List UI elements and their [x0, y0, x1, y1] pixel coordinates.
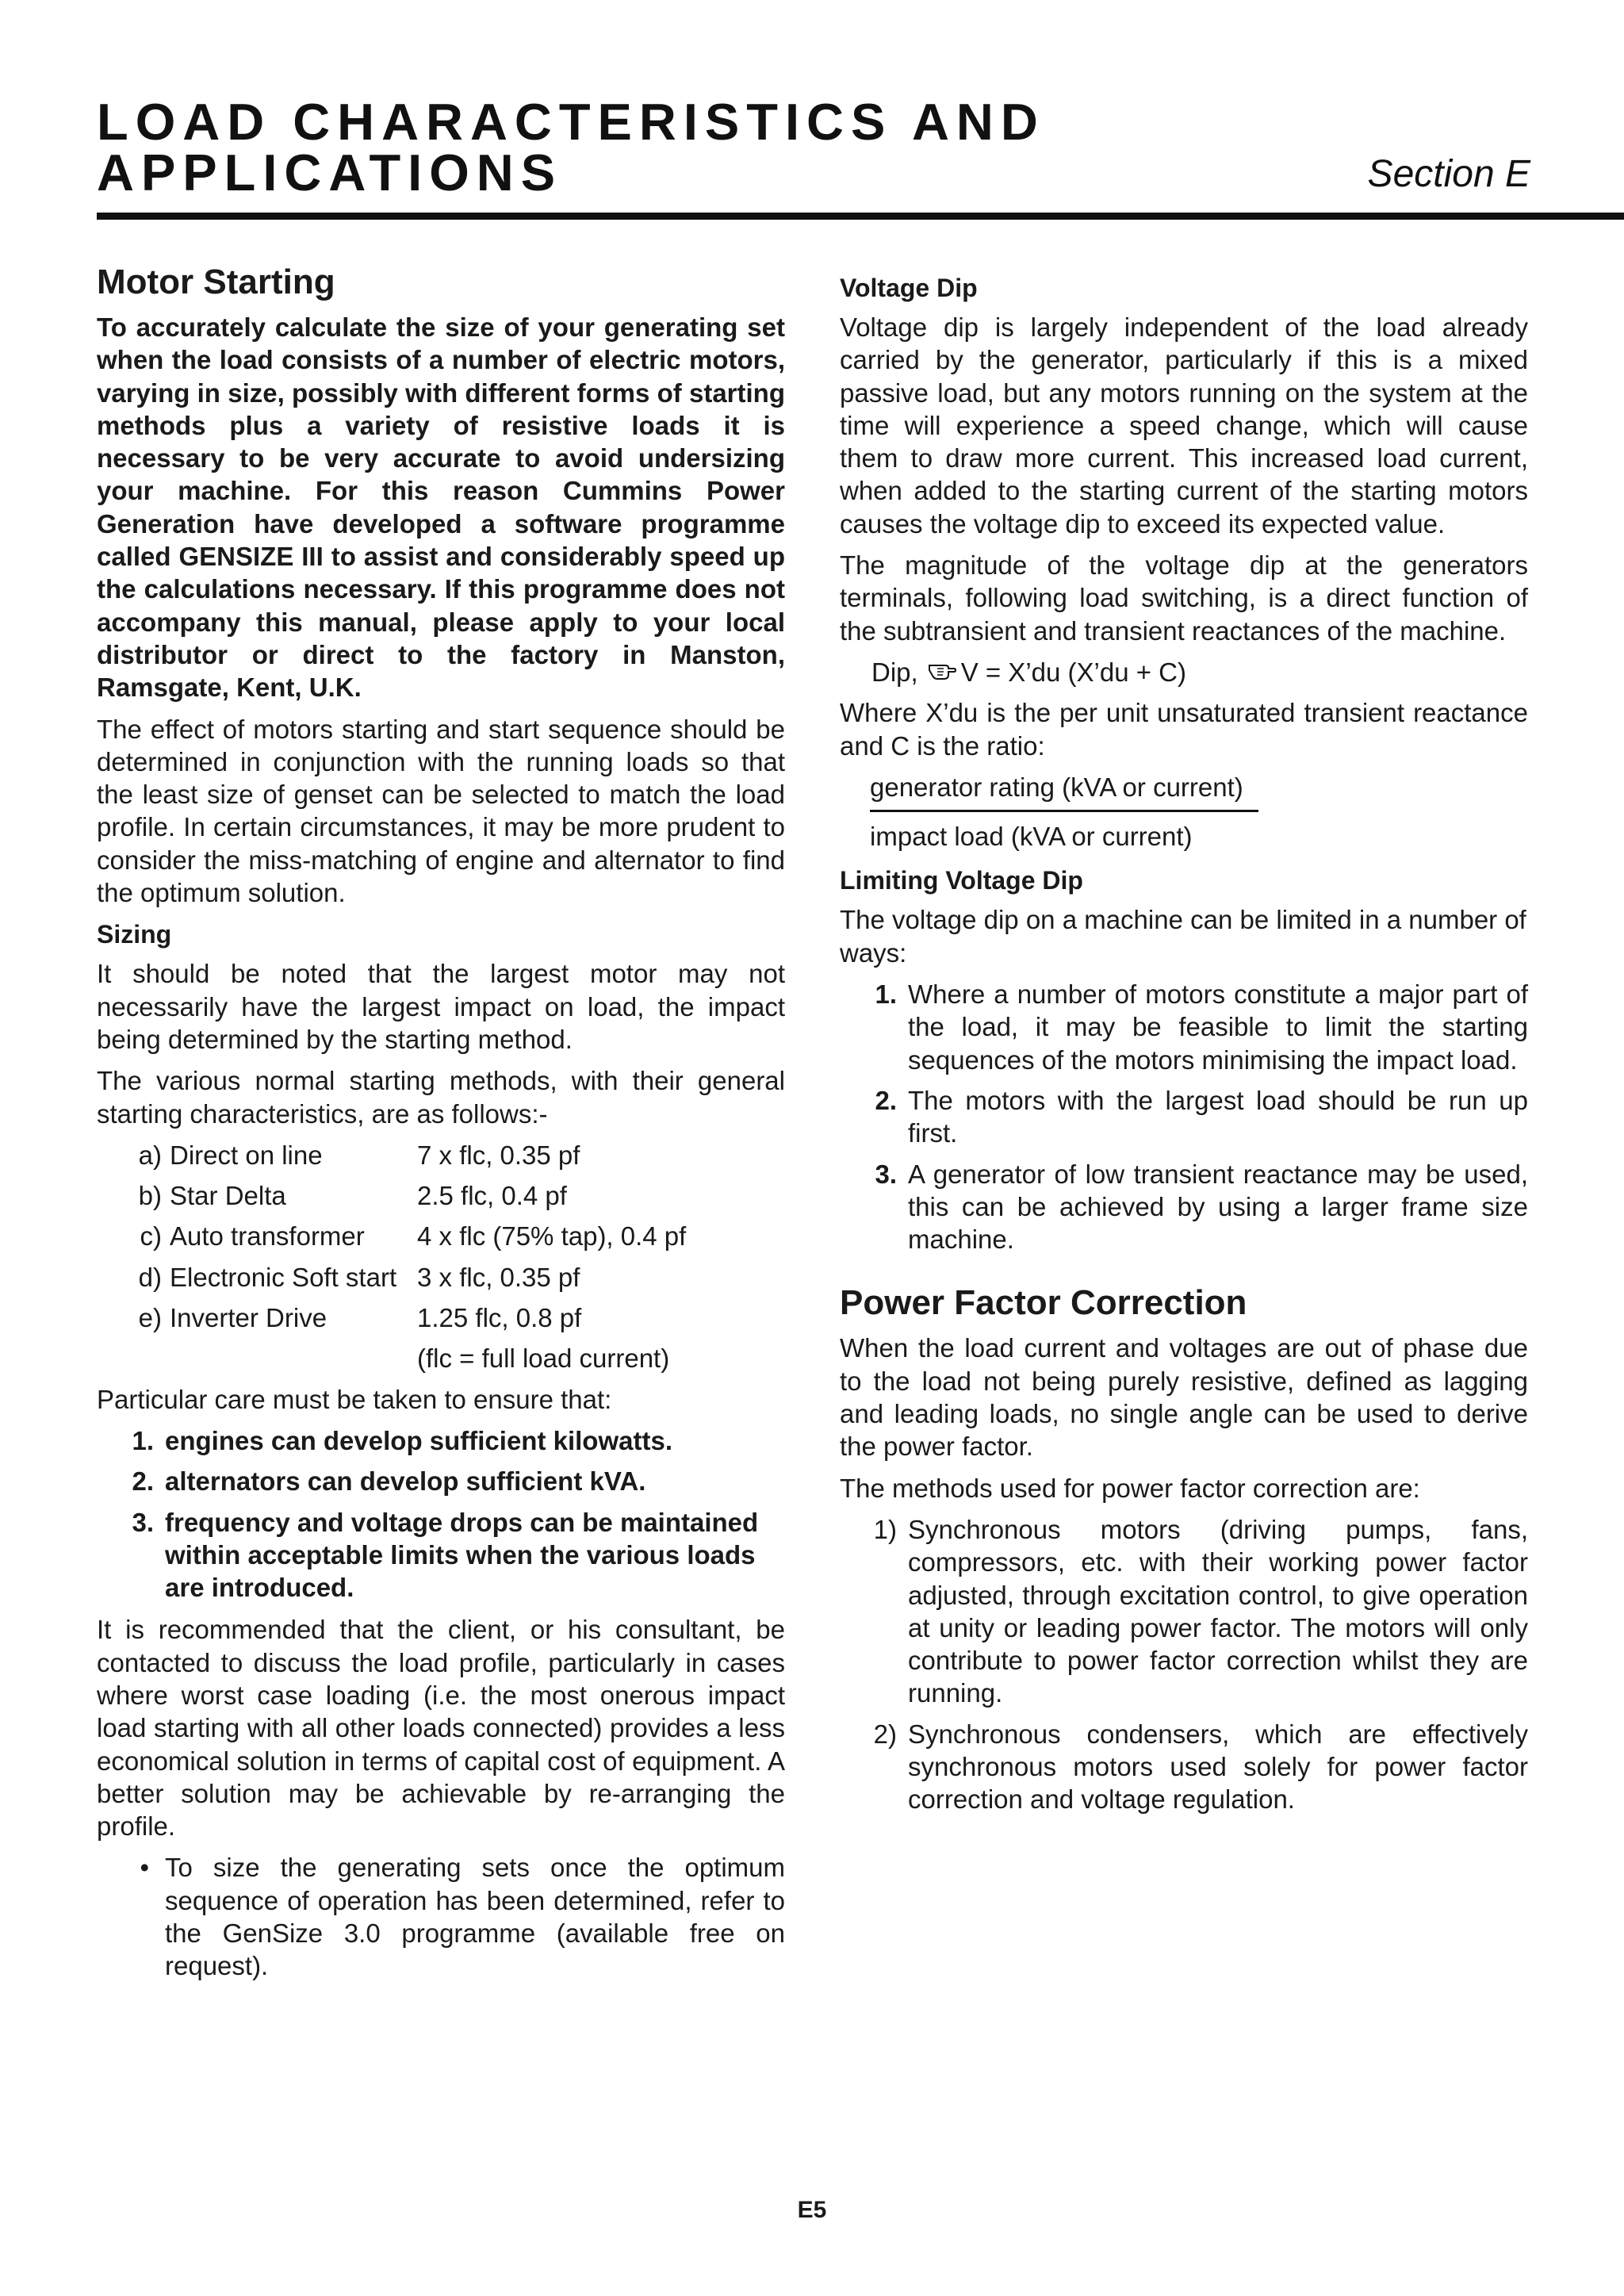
title-line-2: APPLICATIONS: [97, 144, 563, 201]
list-item: 2) Synchronous condensers, which are effectively synchronous motors used solely for power factor correction and voltage regulation.: [873, 1719, 1528, 1815]
method-value: 4 x flc (75% tap), 0.4 pf: [417, 1221, 687, 1251]
limiting-list: [840, 978, 1528, 1255]
method-label: d): [138, 1262, 162, 1292]
bullet-icon: •: [140, 1853, 149, 1883]
method-name: Electronic Soft start: [170, 1262, 397, 1292]
voltage-dip-heading: Voltage Dip: [840, 274, 978, 302]
power-factor-list: [840, 1513, 1528, 1816]
bullet-list: [97, 1851, 785, 1982]
list-item: 3. frequency and voltage drops can be maintained within acceptable limits when the various loads are introduced.: [132, 1507, 759, 1603]
list-item: • To size the generating sets once the optimum sequence of operation has been determined, refer to the GenSize 3.0 programme (available free on request).: [97, 1851, 785, 1982]
title-line-1: LOAD CHARACTERISTICS AND: [97, 93, 1045, 151]
care-list: [97, 1424, 785, 1604]
starting-methods-table: [97, 1139, 785, 1375]
motor-starting-heading: Motor Starting: [97, 263, 335, 301]
sizing-heading: Sizing: [97, 920, 172, 949]
list-item: 1) Synchronous motors (driving pumps, fans, compressors, etc. with their working power factor adjusted, through excitation control, to give operation at unity or leading power factor. The motors will only contribute to power factor correction whilst they are running.: [873, 1514, 1528, 1708]
method-value: 3 x flc, 0.35 pf: [417, 1262, 580, 1292]
list-item: 1. engines can develop sufficient kilowatts.: [132, 1425, 672, 1455]
method-label: c): [140, 1221, 162, 1251]
power-factor-paragraph-2: The methods used for power factor correction are:: [840, 1473, 1420, 1503]
dip-formula: [871, 656, 1528, 688]
pointing-hand-icon: [928, 656, 956, 688]
left-column: [97, 262, 785, 1983]
ratio-fraction: [870, 771, 1258, 853]
method-name: Direct on line: [170, 1140, 323, 1170]
flc-note: (flc = full load current): [417, 1343, 670, 1374]
method-label: b): [138, 1181, 162, 1211]
section-label: Section E: [1367, 153, 1530, 195]
list-item: 1. Where a number of motors constitute a major part of the load, it may be feasible to limit the starting sequences of the motors minimising the impact load.: [875, 979, 1528, 1075]
formula-prefix: Dip,: [871, 657, 918, 687]
fraction-numerator: generator rating (kVA or current): [870, 771, 1258, 812]
voltage-dip-paragraph-1: Voltage dip is largely independent of the load already carried by the generator, particularly if this is a mixed passive load, but any motors running on the system at the time will experience a speed change, which will cause them to draw more current. This increased load current, when added to the starting current of the starting motors causes the voltage dip to exceed its expected value.: [840, 312, 1528, 539]
power-factor-paragraph-1: When the load current and voltages are out of phase due to the load not being purely resistive, defined as lagging and leading loads, no single angle can be used to derive the power factor.: [840, 1333, 1528, 1462]
method-label: e): [138, 1303, 162, 1333]
limiting-voltage-dip-heading: Limiting Voltage Dip: [840, 866, 1083, 895]
page-number: E5: [797, 2197, 827, 2223]
page-title: [97, 93, 1286, 201]
sizing-paragraph-1: It should be noted that the largest motor may not necessarily have the largest impact on load, the impact being determined by the starting method.: [97, 959, 785, 1054]
method-label: a): [138, 1140, 162, 1170]
fraction-denominator: impact load (kVA or current): [870, 822, 1193, 852]
header-rule: [97, 213, 1624, 220]
method-value: 2.5 flc, 0.4 pf: [417, 1181, 567, 1211]
limiting-intro: The voltage dip on a machine can be limited in a number of ways:: [840, 905, 1526, 968]
method-value: 1.25 flc, 0.8 pf: [417, 1303, 582, 1333]
intro-paragraph: To accurately calculate the size of your generating set when the load consists of a number of electric motors, varying in size, possibly with different forms of starting methods plus a variety of resistive loads it is necessary to be very accurate to avoid undersizing your machine. For this reason Cummins Power Generation have developed a software programme called GENSIZE III to assist and considerably speed up the calculations necessary. If this programme does not accompany this manual, please apply to your local distributor or direct to the factory in Manston, Ramsgate, Kent, U.K.: [97, 312, 785, 703]
method-value: 7 x flc, 0.35 pf: [417, 1140, 580, 1170]
care-intro: Particular care must be taken to ensure that:: [97, 1384, 612, 1414]
list-item: 3. A generator of low transient reactance may be used, this can be achieved by using a larger frame size machine.: [875, 1159, 1528, 1255]
method-name: Inverter Drive: [170, 1303, 327, 1333]
sizing-paragraph-2: The various normal starting methods, with their general starting characteristics, are as follows:-: [97, 1066, 785, 1129]
formula-body: V = X’du (X’du + C): [960, 657, 1186, 687]
list-item: 2. The motors with the largest load should be run up first.: [875, 1085, 1528, 1148]
method-name: Auto transformer: [170, 1221, 365, 1251]
right-column: [840, 271, 1528, 1826]
list-item: 2. alternators can develop sufficient kVA.: [132, 1466, 646, 1497]
recommend-paragraph: It is recommended that the client, or his consultant, be contacted to discuss the load profile, particularly in cases where worst case loading (i.e. the most onerous impact load starting with all other loads connected) provides a less economical solution in terms of capital cost of equipment. A better solution may be achievable by re-arranging the profile.: [97, 1615, 785, 1842]
voltage-dip-paragraph-2: The magnitude of the voltage dip at the generators terminals, following load switching, is a direct function of the subtransient and transient reactances of the machine.: [840, 550, 1528, 646]
power-factor-heading: Power Factor Correction: [840, 1283, 1247, 1323]
method-name: Star Delta: [170, 1181, 286, 1211]
effect-paragraph: The effect of motors starting and start sequence should be determined in conjunction with the running loads so that the least size of genset can be selected to match the load profile. In certain circumstances, it may be more prudent to consider the miss-matching of engine and alternator to find the optimum solution.: [97, 714, 785, 908]
where-paragraph: Where X’du is the per unit unsaturated transient reactance and C is the ratio:: [840, 698, 1528, 761]
